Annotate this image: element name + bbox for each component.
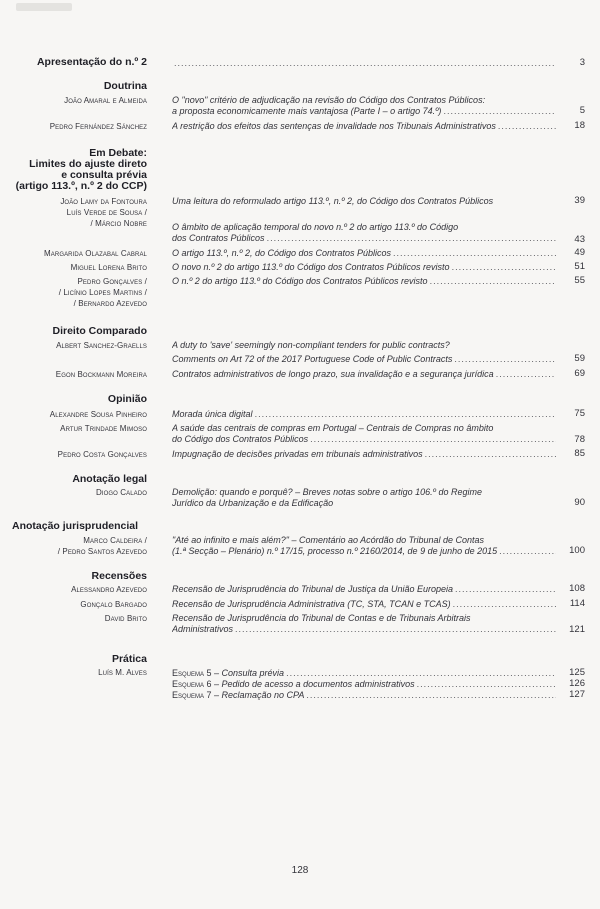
page-number: 5	[579, 105, 585, 116]
section-title-debate: Limites do ajuste direto	[29, 158, 147, 170]
entry-author: Marco Caldeira /	[83, 536, 147, 545]
entry-title-line: Contratos administrativos de longo prazo, sua invalidação e a segurança jurídica .....	[172, 369, 558, 380]
entry-title-line: dos Contratos Públicos .....	[172, 233, 558, 244]
entry-title-line: a proposta economicamente mais vantajosa (Parte I – o artigo 74.º) .....	[172, 106, 558, 117]
entry-author: / Márcio Nobre	[90, 219, 147, 228]
entry-title-line: Recensão de Jurisprudência Administrativa (TC, STA, TCAN e TCAS) .....	[172, 599, 558, 610]
entry-title-line: Recensão de Jurisprudência do Tribunal de Contas e de Tribunais Arbitrais	[172, 613, 471, 623]
page-number: 100	[569, 545, 585, 556]
entry-title-line: A duty to 'save' seemingly non-compliant tenders for public contracts?	[172, 340, 450, 350]
entry-author: / Licínio Lopes Martins /	[58, 288, 147, 297]
entry-title-line: O novo n.º 2 do artigo 113.º do Código dos Contratos Públicos revisto .....	[172, 262, 558, 273]
section-title-opiniao: Opinião	[107, 393, 147, 405]
section-title-debate: Em Debate:	[89, 147, 147, 159]
page-number: 78	[574, 434, 585, 445]
entry-author: Pedro Costa Gonçalves	[57, 450, 147, 459]
entry-title-line: do Código dos Contratos Públicos .....	[172, 434, 558, 445]
entry-author: Alessandro Azevedo	[71, 585, 147, 594]
page-number: 126	[569, 678, 585, 689]
entry-title-line: "Até ao infinito e mais além?" – Comentário ao Acórdão do Tribunal de Contas	[172, 535, 485, 545]
entry-title-line: Demolição: quando e porquê? – Breves notas sobre o artigo 106.º do Regime	[172, 487, 482, 497]
section-title-pratica: Prática	[111, 653, 147, 665]
entry-title-line: O âmbito de aplicação temporal do novo n.º 2 do artigo 113.º do Código	[172, 222, 459, 232]
page-number: 3	[579, 57, 585, 68]
entry-author: Diogo Calado	[96, 488, 147, 497]
footer-page-number: 128	[291, 865, 309, 876]
entry-leader	[172, 58, 558, 69]
page-number: 90	[574, 497, 585, 508]
section-title-intro: Apresentação do n.º 2	[36, 56, 147, 68]
entry-author: / Pedro Santos Azevedo	[57, 547, 147, 556]
entry-author: Pedro Fernández Sánchez	[49, 122, 147, 131]
entry-title-line: Comments on Art 72 of the 2017 Portuguese Code of Public Contracts .....	[172, 354, 558, 365]
page-number: 39	[574, 195, 585, 206]
entry-title-line: O "novo" critério de adjudicação na revisão do Código dos Contratos Públicos:	[172, 95, 486, 105]
section-title-doutrina: Doutrina	[103, 80, 147, 92]
entry-author: João Amaral e Almeida	[64, 96, 147, 105]
entry-title-line: O artigo 113.º, n.º 2, do Código dos Contratos Públicos .....	[172, 248, 558, 259]
section-title-debate: e consulta prévia	[61, 169, 147, 181]
section-title-anotacao-legal: Anotação legal	[72, 473, 147, 485]
entry-title-line: Impugnação de decisões privadas em tribunais administrativos .....	[172, 449, 558, 460]
header-mark	[16, 3, 72, 11]
page-number: 125	[569, 667, 585, 678]
entry-author: / Bernardo Azevedo	[73, 299, 147, 308]
entry-author: Gonçalo Bargado	[80, 600, 147, 609]
entry-author: Alexandre Sousa Pinheiro	[49, 410, 147, 419]
page-number: 121	[569, 624, 585, 635]
entry-title-line: Esquema 7 – Reclamação no CPA .....	[172, 690, 558, 701]
section-title-comparado: Direito Comparado	[52, 325, 147, 337]
page-number: 85	[574, 448, 585, 459]
entry-author: João Lamy da Fontoura	[60, 197, 147, 206]
entry-title-line: A restrição dos efeitos das sentenças de invalidade nos Tribunais Administrativos .....	[172, 121, 558, 132]
section-title-anotacao-jurisprudencial: Anotação jurisprudencial	[12, 520, 139, 532]
page-number: 43	[574, 234, 585, 245]
entry-title-line: O n.º 2 do artigo 113.º do Código dos Contratos Públicos revisto .....	[172, 276, 558, 287]
page-number: 75	[574, 408, 585, 419]
page-number: 18	[574, 120, 585, 131]
entry-title-line: Jurídico da Urbanização e da Edificação	[172, 498, 334, 508]
page-number: 59	[574, 353, 585, 364]
section-title-debate: (artigo 113.º, n.º 2 do CCP)	[15, 180, 147, 192]
entry-title-line: Morada única digital .....	[172, 409, 558, 420]
entry-title-line: Recensão de Jurisprudência do Tribunal de Justiça da União Europeia .....	[172, 584, 558, 595]
page-number: 51	[574, 261, 585, 272]
page-number: 127	[569, 689, 585, 700]
entry-title-line: Esquema 6 – Pedido de acesso a documentos administrativos .....	[172, 679, 558, 690]
section-title-recensoes: Recensões	[91, 570, 147, 582]
page-number: 49	[574, 247, 585, 258]
entry-author: Pedro Gonçalves /	[77, 277, 147, 286]
entry-author: Margarida Olazabal Cabral	[44, 249, 147, 258]
page-number: 108	[569, 583, 585, 594]
page-number: 114	[569, 598, 585, 609]
entry-author: Miguel Lorena Brito	[70, 263, 147, 272]
entry-title-line: Esquema 5 – Consulta prévia .....	[172, 668, 558, 679]
entry-title-line: (1.ª Secção – Plenário) n.º 17/15, processo n.º 2160/2014, de 9 de junho de 2015 .....	[172, 546, 558, 557]
entry-title-line: Administrativos .....	[172, 624, 558, 635]
entry-author: Luís Verde de Sousa /	[66, 208, 147, 217]
entry-author: Egon Bockmann Moreira	[55, 370, 147, 379]
entry-author: David Brito	[104, 614, 147, 623]
entry-title-line: A saúde das centrais de compras em Portugal – Centrais de Compras no âmbito	[172, 423, 494, 433]
page-number: 69	[574, 368, 585, 379]
entry-author: Artur Trindade Mimoso	[60, 424, 147, 433]
entry-title-line: Uma leitura do reformulado artigo 113.º, n.º 2, do Código dos Contratos Públicos	[172, 196, 494, 206]
page-number: 55	[574, 275, 585, 286]
entry-author: Albert Sanchez-Graells	[56, 341, 147, 350]
entry-author: Luís M. Alves	[98, 668, 147, 677]
